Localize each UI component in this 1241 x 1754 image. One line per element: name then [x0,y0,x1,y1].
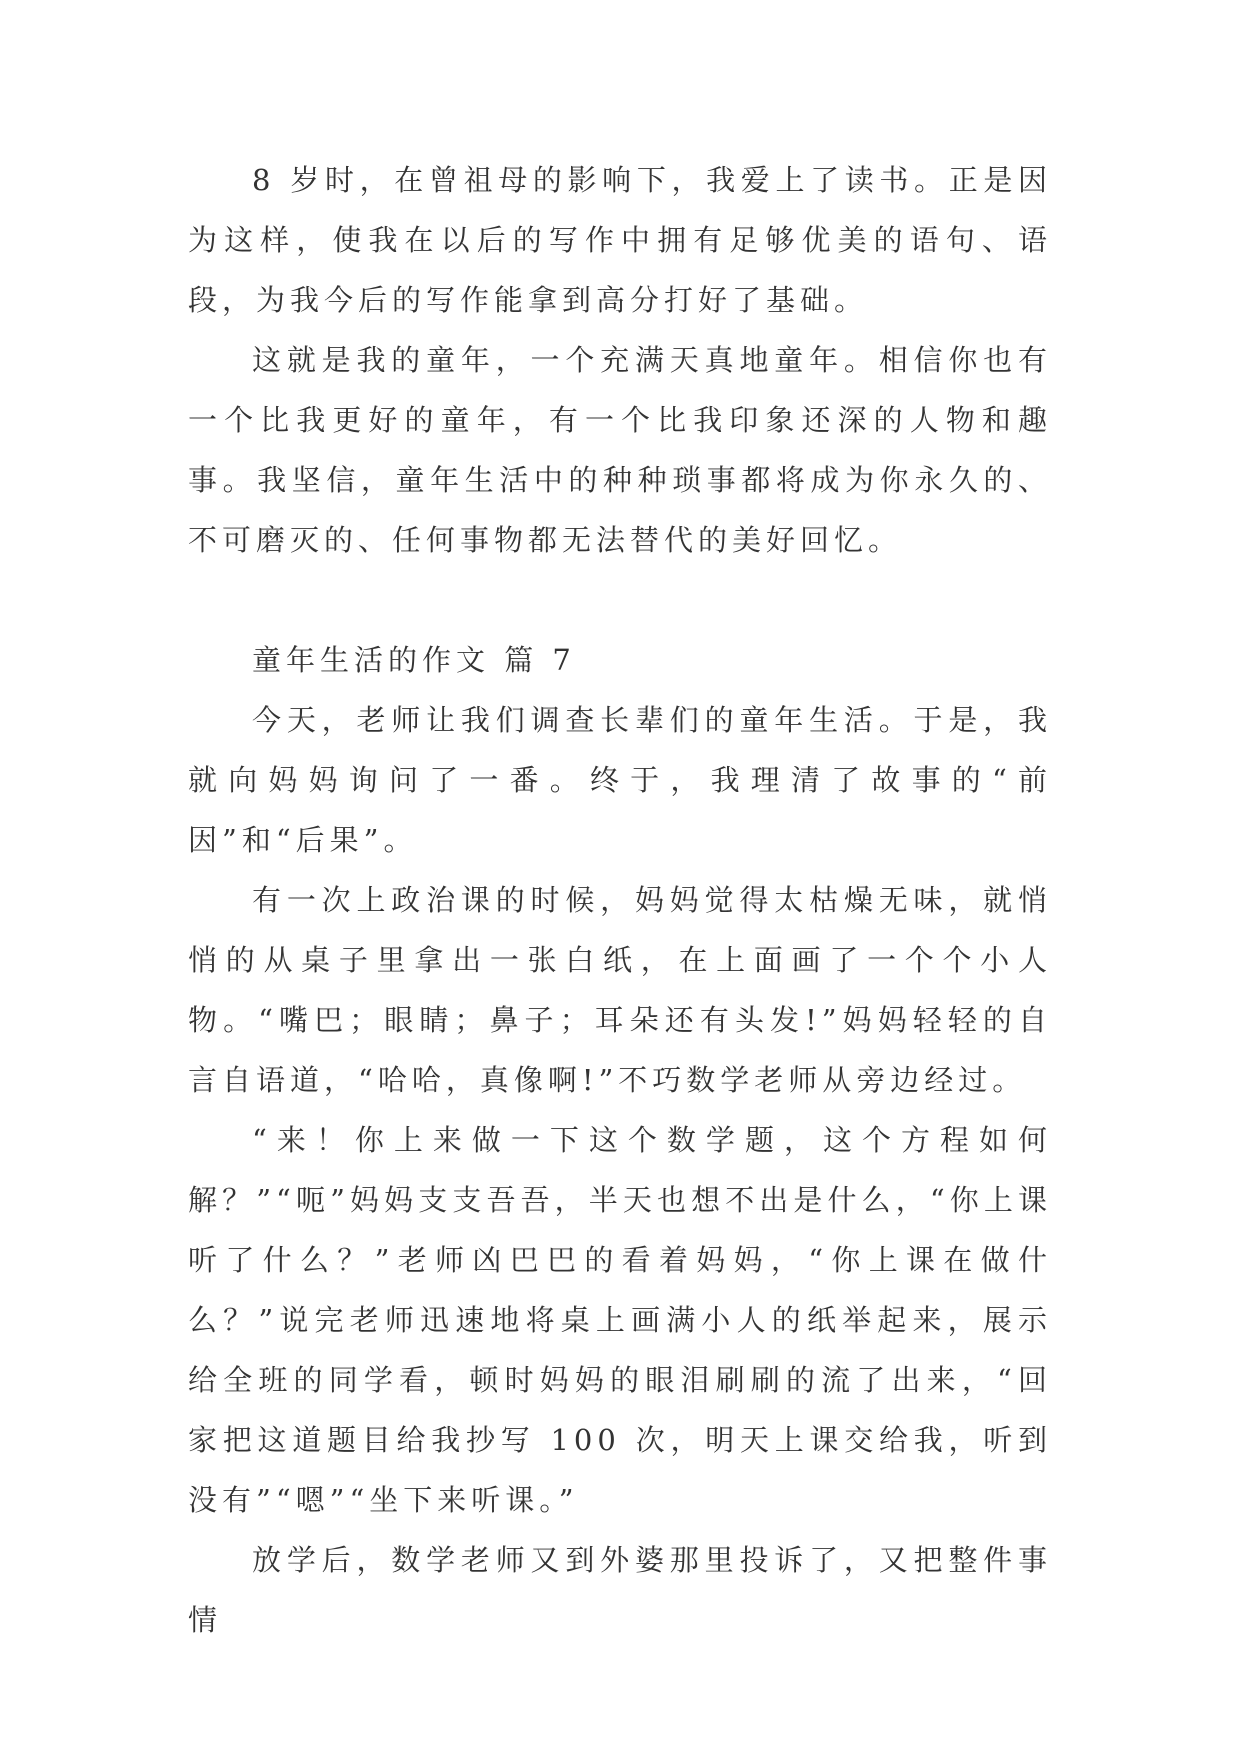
document-body [188,150,1052,1650]
paragraph: 放学后，数学老师又到外婆那里投诉了，又把整件事情 [188,1543,1052,1637]
paragraph: “来！你上来做一下这个数学题，这个方程如何解？”“呃”妈妈支支吾吾，半天也想不出是什么，“你上课听了什么？”老师凶巴巴的看着妈妈，“你上课在做什么？”说完老师迅速地将桌上画满小人的纸举起来，展示给全班的同学看，顿时妈妈的眼泪刷刷的流了出来，“回家把这道题目给我抄写 100 次，明天上课交给我，听到没有”“嗯”“坐下来听课。” [188,1123,1052,1517]
paragraph: 有一次上政治课的时候，妈妈觉得太枯燥无味，就悄悄的从桌子里拿出一张白纸，在上面画了一个个小人物。“嘴巴；眼睛；鼻子；耳朵还有头发!”妈妈轻轻的自言自语道，“哈哈，真像啊!”不巧数学老师从旁边经过。 [188,883,1052,1097]
section-title: 童年生活的作文 篇 7 [252,643,576,677]
paragraph: 8 岁时，在曾祖母的影响下，我爱上了读书。正是因为这样，使我在以后的写作中拥有足够优美的语句、语段，为我今后的写作能拿到高分打好了基础。 [188,163,1052,317]
section-spacer [188,570,1052,630]
paragraph: 这就是我的童年，一个充满天真地童年。相信你也有一个比我更好的童年，有一个比我印象还深的人物和趣事。我坚信，童年生活中的种种琐事都将成为你永久的、不可磨灭的、任何事物都无法替代的美好回忆。 [188,343,1052,557]
paragraph: 今天，老师让我们调查长辈们的童年生活。于是，我就向妈妈询问了一番。终于，我理清了故事的“前因”和“后果”。 [188,703,1052,857]
